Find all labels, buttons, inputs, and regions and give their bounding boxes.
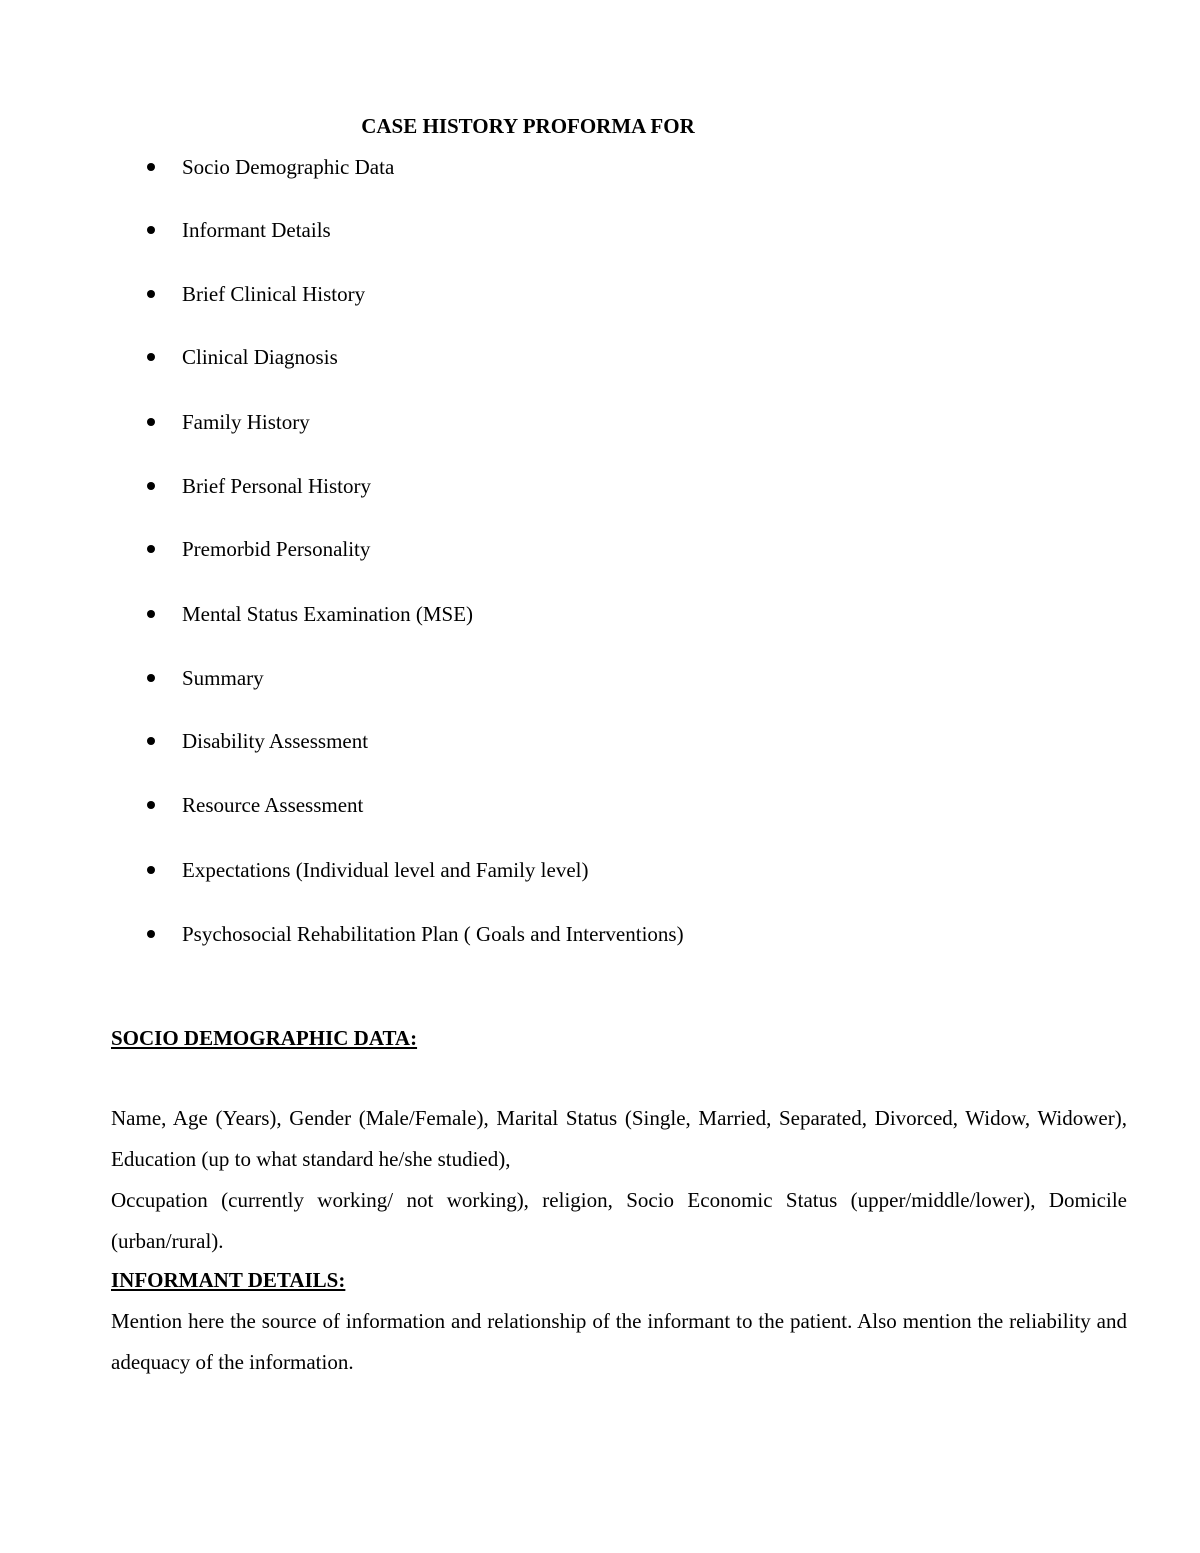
list-item-label: Disability Assessment	[182, 729, 369, 753]
bullet-icon	[147, 545, 155, 553]
bullet-icon	[147, 930, 155, 938]
list-item-label: Psychosocial Rehabilitation Plan ( Goals and Interventions)	[182, 922, 684, 946]
list-item-label: Clinical Diagnosis	[182, 345, 338, 369]
socio-demographic-paragraph-2: Occupation (currently working/ not working), religion, Socio Economic Status (upper/middle/lower), Domicile (urban/rural).	[111, 1188, 1127, 1253]
list-item-label: Socio Demographic Data	[182, 155, 395, 179]
bullet-icon	[147, 866, 155, 874]
bullet-icon	[147, 163, 155, 171]
list-item-label: Resource Assessment	[182, 793, 364, 817]
bullet-icon	[147, 801, 155, 809]
informant-details-heading: INFORMANT DETAILS:	[111, 1268, 346, 1292]
bullet-icon	[147, 226, 155, 234]
bullet-icon	[147, 353, 155, 361]
list-item-label: Brief Clinical History	[182, 282, 366, 306]
page-title: CASE HISTORY PROFORMA FOR	[361, 114, 695, 138]
list-item-label: Premorbid Personality	[182, 537, 371, 561]
list-item-label: Expectations (Individual level and Family level)	[182, 858, 589, 882]
bullet-icon	[147, 737, 155, 745]
socio-demographic-paragraph-1: Name, Age (Years), Gender (Male/Female), Marital Status (Single, Married, Separated, Divorced, Widow, Widower), Education (up to what standard he/she studied),	[111, 1106, 1127, 1171]
bullet-icon	[147, 290, 155, 298]
list-item-label: Informant Details	[182, 218, 331, 242]
bullet-icon	[147, 418, 155, 426]
bullet-icon	[147, 610, 155, 618]
list-item-label: Summary	[182, 666, 264, 690]
list-item-label: Family History	[182, 410, 310, 434]
socio-demographic-heading: SOCIO DEMOGRAPHIC DATA:	[111, 1026, 418, 1050]
bullet-icon	[147, 482, 155, 490]
bullet-icon	[147, 674, 155, 682]
list-item-label: Mental Status Examination (MSE)	[182, 602, 474, 626]
list-item-label: Brief Personal History	[182, 474, 371, 498]
informant-details-paragraph: Mention here the source of information and relationship of the informant to the patient. Also mention the reliability and adequacy of the information.	[111, 1309, 1127, 1374]
